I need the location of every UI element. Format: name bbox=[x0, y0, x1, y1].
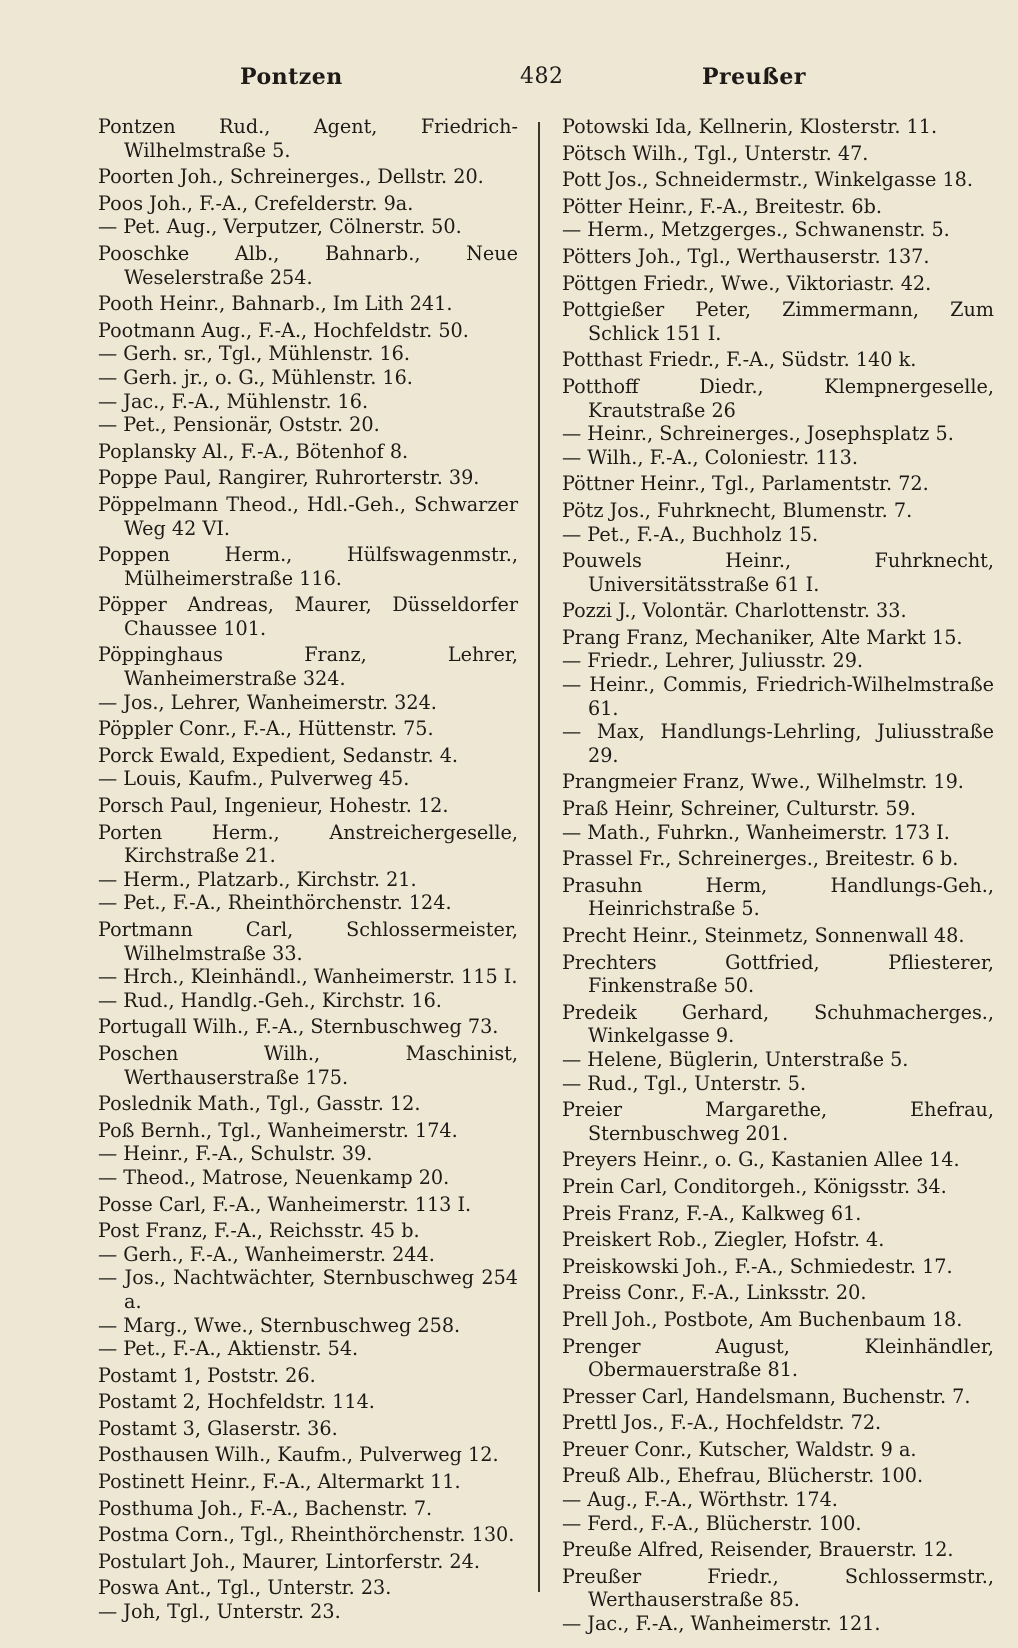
directory-entry: Precht Heinr., Steinmetz, Sonnenwall 48. bbox=[562, 924, 965, 947]
directory-entry: Pöppelmann Theod., Hdl.-Geh., Schwarzer Weg 42 VI. bbox=[98, 492, 518, 540]
directory-entry: Praß Heinr, Schreiner, Culturstr. 59. bbox=[562, 797, 916, 821]
directory-entry: Pooth Heinr., Bahnarb., Im Lith 241. bbox=[98, 292, 453, 316]
directory-entry: Preuer Conr., Kutscher, Waldstr. 9 a. bbox=[562, 1437, 917, 1461]
page-header bbox=[90, 64, 1000, 98]
directory-entry: Pötter Heinr., F.-A., Breitestr. 6b. bbox=[562, 194, 882, 218]
directory-entry: — Joh, Tgl., Unterstr. 23. bbox=[98, 1600, 341, 1624]
directory-entry: Porten Herm., Anstreichergeselle, Kirchstraße 21. bbox=[98, 820, 518, 868]
directory-entry: — Rud., Handlg.-Geh., Kirchstr. 16. bbox=[98, 988, 442, 1012]
directory-entry: Predeik Gerhard, Schuhmacherges., Winkelgasse 9. bbox=[562, 1000, 994, 1048]
directory-entry: Pootmann Aug., F.-A., Hochfeldstr. 50. bbox=[98, 318, 469, 342]
directory-entry: Porck Ewald, Expedient, Sedanstr. 4. bbox=[98, 743, 459, 767]
directory-entry: — Gerh. sr., Tgl., Mühlenstr. 16. bbox=[98, 342, 410, 366]
directory-entry: — Hrch., Kleinhändl., Wanheimerstr. 115 I. bbox=[98, 965, 518, 989]
directory-entry: — Pet. Aug., Verputzer, Cölnerstr. 50. bbox=[98, 215, 462, 239]
directory-entry: — Herm., Metzgerges., Schwanenstr. 5. bbox=[562, 218, 950, 242]
page-number: 482 bbox=[520, 64, 564, 89]
directory-entry: Preyers Heinr., o. G., Kastanien Allee 14. bbox=[562, 1148, 960, 1172]
directory-entry: Preier Margarethe, Ehefrau, Sternbuschweg 201. bbox=[562, 1098, 994, 1145]
directory-entry: Poß Bernh., Tgl., Wanheimerstr. 174. bbox=[98, 1118, 458, 1142]
directory-entry: — Gerh., F.-A., Wanheimerstr. 244. bbox=[98, 1242, 435, 1266]
directory-entry: Poppen Herm., Hülfswagenmstr., Mülheimerstraße 116. bbox=[98, 543, 518, 590]
header-right-word: Preußer bbox=[702, 64, 806, 90]
directory-entry: — Jac., F.-A., Mühlenstr. 16. bbox=[98, 389, 369, 413]
directory-entry: Poslednik Math., Tgl., Gasstr. 12. bbox=[98, 1092, 421, 1116]
directory-entry: Potthoff Diedr., Klempnergeselle, Krautstraße 26 bbox=[562, 374, 994, 422]
directory-entry: Prettl Jos., F.-A., Hochfeldstr. 72. bbox=[562, 1411, 882, 1435]
directory-entry: Preußer Friedr., Schlossermstr., Werthauserstraße 85. bbox=[562, 1564, 994, 1612]
right-column bbox=[562, 112, 994, 1636]
directory-entry: Potthast Friedr., F.-A., Südstr. 140 k. bbox=[562, 348, 917, 372]
directory-entry: Preiss Conr., F.-A., Linksstr. 20. bbox=[562, 1281, 867, 1305]
directory-entry: — Pet., F.-A., Buchholz 15. bbox=[562, 522, 819, 546]
left-column bbox=[98, 112, 518, 1624]
directory-entry: — Theod., Matrose, Neuenkamp 20. bbox=[98, 1165, 450, 1189]
directory-entry: Pooschke Alb., Bahnarb., Neue Weselerstraße 254. bbox=[98, 241, 518, 289]
directory-entry: — Heinr., Schreinerges., Josephsplatz 5. bbox=[562, 422, 954, 446]
directory-entry: Portugall Wilh., F.-A., Sternbuschweg 73. bbox=[98, 1015, 499, 1039]
directory-entry: — Rud., Tgl., Unterstr. 5. bbox=[562, 1071, 807, 1095]
directory-entry: Presser Carl, Handelsmann, Buchenstr. 7. bbox=[562, 1384, 971, 1408]
directory-entry: — Pet., F.-A., Rheinthörchenstr. 124. bbox=[98, 891, 452, 915]
directory-entry: Prein Carl, Conditorgeh., Königsstr. 34. bbox=[562, 1174, 947, 1198]
directory-entry: Pontzen Rud., Agent, Friedrich-Wilhelmstraße 5. bbox=[98, 115, 518, 162]
directory-entry: Prenger August, Kleinhändler, Obermauerstraße 81. bbox=[562, 1334, 994, 1382]
directory-entry: Postamt 2, Hochfeldstr. 114. bbox=[98, 1390, 375, 1414]
directory-entry: Pottgießer Peter, Zimmermann, Zum Schlick 151 I. bbox=[562, 298, 994, 345]
directory-entry: Preiskert Rob., Ziegler, Hofstr. 4. bbox=[562, 1228, 885, 1252]
directory-entry: — Pet., Pensionär, Oststr. 20. bbox=[98, 413, 380, 437]
directory-entry: Pöppler Conr., F.-A., Hüttenstr. 75. bbox=[98, 717, 434, 741]
directory-entry: — Heinr., F.-A., Schulstr. 39. bbox=[98, 1142, 373, 1166]
directory-entry: Preuß Alb., Ehefrau, Blücherstr. 100. bbox=[562, 1464, 924, 1488]
directory-entry: — Louis, Kaufm., Pulverweg 45. bbox=[98, 767, 410, 791]
directory-entry: Poplansky Al., F.-A., Bötenhof 8. bbox=[98, 439, 409, 463]
directory-entry: — Marg., Wwe., Sternbuschweg 258. bbox=[98, 1313, 461, 1337]
directory-entry: Post Franz, F.-A., Reichsstr. 45 b. bbox=[98, 1219, 420, 1243]
directory-entry: — Math., Fuhrkn., Wanheimerstr. 173 I. bbox=[562, 820, 950, 844]
directory-entry: Portmann Carl, Schlossermeister, Wilhelmstraße 33. bbox=[98, 918, 518, 965]
directory-entry: Pötsch Wilh., Tgl., Unterstr. 47. bbox=[562, 141, 869, 165]
directory-entry: Pöttgen Friedr., Wwe., Viktoriastr. 42. bbox=[562, 271, 932, 295]
directory-entry: — Helene, Büglerin, Unterstraße 5. bbox=[562, 1047, 909, 1071]
directory-entry: Prechters Gottfried, Pfliesterer, Finkenstraße 50. bbox=[562, 950, 994, 998]
directory-entry: — Friedr., Lehrer, Juliusstr. 29. bbox=[562, 649, 864, 673]
directory-entry: — Ferd., F.-A., Blücherstr. 100. bbox=[562, 1511, 862, 1535]
directory-entry: Pötz Jos., Fuhrknecht, Blumenstr. 7. bbox=[562, 498, 913, 522]
directory-entry: Postma Corn., Tgl., Rheinthörchenstr. 130. bbox=[98, 1523, 515, 1547]
directory-entry: — Wilh., F.-A., Coloniestr. 113. bbox=[562, 445, 858, 469]
directory-entry: Prassel Fr., Schreinerges., Breitestr. 6 b. bbox=[562, 847, 959, 871]
directory-entry: Porsch Paul, Ingenieur, Hohestr. 12. bbox=[98, 794, 449, 818]
directory-entry: — Gerh. jr., o. G., Mühlenstr. 16. bbox=[98, 365, 413, 389]
directory-entry: Prasuhn Herm, Handlungs-Geh., Heinrichstraße 5. bbox=[562, 873, 994, 921]
directory-entry: — Aug., F.-A., Wörthstr. 174. bbox=[562, 1488, 838, 1512]
directory-entry: Poorten Joh., Schreinerges., Dellstr. 20. bbox=[98, 165, 484, 189]
directory-entry: Potowski Ida, Kellnerin, Klosterstr. 11. bbox=[562, 115, 938, 138]
directory-entry: Poos Joh., F.-A., Crefelderstr. 9a. bbox=[98, 191, 414, 215]
directory-entry: Preis Franz, F.-A., Kalkweg 61. bbox=[562, 1201, 862, 1225]
directory-entry: Poswa Ant., Tgl., Unterstr. 23. bbox=[98, 1576, 392, 1600]
directory-entry: Posthuma Joh., F.-A., Bachenstr. 7. bbox=[98, 1496, 433, 1520]
header-left-word: Pontzen bbox=[240, 64, 343, 90]
directory-entry: — Max, Handlungs-Lehrling, Juliusstraße 29. bbox=[562, 720, 994, 767]
directory-entry: Poppe Paul, Rangirer, Ruhrorterstr. 39. bbox=[98, 466, 480, 490]
directory-entry: — Herm., Platzarb., Kirchstr. 21. bbox=[98, 867, 417, 891]
directory-entry: Postulart Joh., Maurer, Lintorferstr. 24. bbox=[98, 1549, 480, 1573]
directory-entry: — Jos., Nachtwächter, Sternbuschweg 254 a. bbox=[98, 1266, 518, 1313]
directory-entry: Pötters Joh., Tgl., Werthauserstr. 137. bbox=[562, 244, 930, 268]
directory-entry: Postinett Heinr., F.-A., Altermarkt 11. bbox=[98, 1470, 461, 1494]
column-divider bbox=[538, 122, 540, 1592]
directory-entry: Pott Jos., Schneidermstr., Winkelgasse 18. bbox=[562, 168, 973, 192]
directory-entry: Pöpper Andreas, Maurer, Düsseldorfer Chaussee 101. bbox=[98, 593, 518, 640]
directory-entry: Prang Franz, Mechaniker, Alte Markt 15. bbox=[562, 625, 963, 649]
directory-entry: Preiskowski Joh., F.-A., Schmiedestr. 17. bbox=[562, 1254, 953, 1278]
directory-entry: — Pet., F.-A., Aktienstr. 54. bbox=[98, 1337, 359, 1361]
directory-entry: — Heinr., Commis, Friedrich-Wilhelmstraße 61. bbox=[562, 673, 994, 720]
directory-entry: Pozzi J., Volontär. Charlottenstr. 33. bbox=[562, 599, 907, 623]
directory-entry: Posthausen Wilh., Kaufm., Pulverweg 12. bbox=[98, 1443, 499, 1467]
directory-entry: Pöttner Heinr., Tgl., Parlamentstr. 72. bbox=[562, 472, 929, 496]
directory-entry: — Jac., F.-A., Wanheimerstr. 121. bbox=[562, 1612, 881, 1636]
directory-entry: Prell Joh., Postbote, Am Buchenbaum 18. bbox=[562, 1307, 963, 1331]
directory-entry: Postamt 1, Poststr. 26. bbox=[98, 1363, 316, 1387]
directory-entry: Pouwels Heinr., Fuhrknecht, Universitätsstraße 61 I. bbox=[562, 549, 994, 596]
directory-entry: Postamt 3, Glaserstr. 36. bbox=[98, 1416, 338, 1440]
directory-entry: Posse Carl, F.-A., Wanheimerstr. 113 I. bbox=[98, 1192, 472, 1216]
directory-entry: Pöppinghaus Franz, Lehrer, Wanheimerstraße 324. bbox=[98, 643, 518, 691]
directory-entry: — Jos., Lehrer, Wanheimerstr. 324. bbox=[98, 690, 437, 714]
directory-entry: Poschen Wilh., Maschinist, Werthauserstraße 175. bbox=[98, 1041, 518, 1089]
directory-entry: Preuße Alfred, Reisender, Brauerstr. 12. bbox=[562, 1538, 954, 1562]
directory-entry: Prangmeier Franz, Wwe., Wilhelmstr. 19. bbox=[562, 770, 964, 794]
